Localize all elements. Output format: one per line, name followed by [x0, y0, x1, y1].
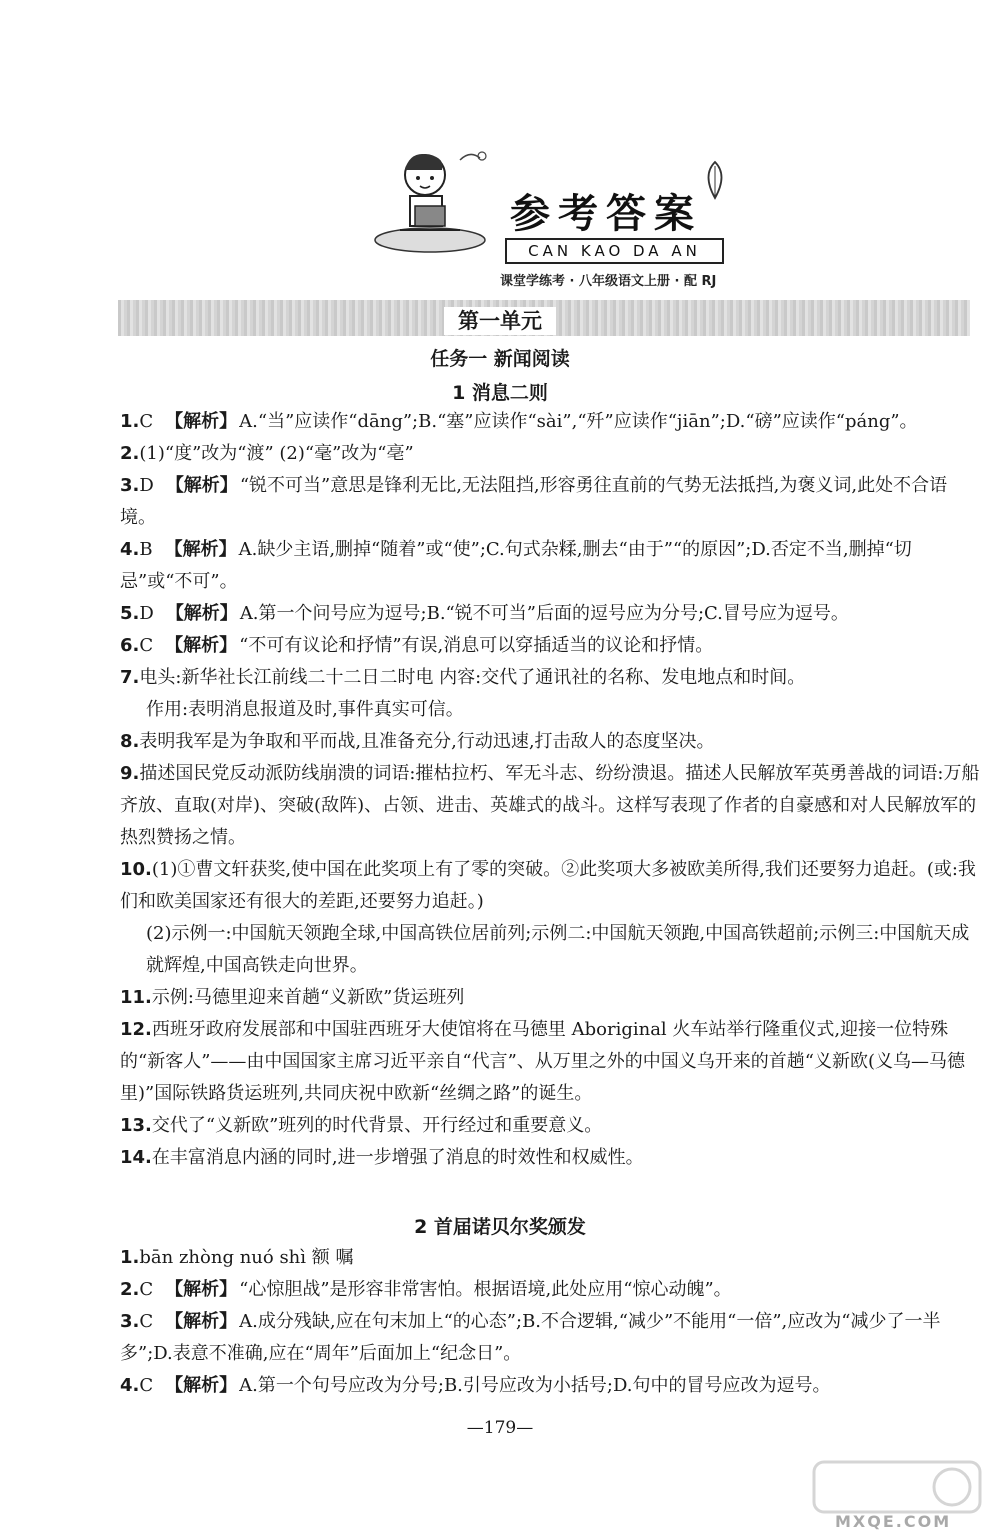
answer-item: 13.交代了“义新欧”班列的时代背景、开行经过和重要意义。	[120, 1115, 603, 1136]
answer-item: 2.C 【解析】 “心惊胆战”是形容非常害怕。根据语境,此处应用“惊心动魄”。	[120, 1279, 732, 1300]
answer-item: 12.西班牙政府发展部和中国驻西班牙大使馆将在马德里 Aboriginal 火车站举行隆重仪式,迎接一位特殊的“新客人”——由中国国家主席习近平亲自“代言”、从万里之外的中国义乌开来的首趟“义新欧(义乌—马德里)”国际铁路货运班列,共同庆祝中欧新“丝绸之路”的诞生。	[120, 1019, 966, 1104]
leaf-icon	[700, 160, 730, 200]
answer-item: 5.D 【解析】 A.第一个问号应为逗号;B.“锐不可当”后面的逗号应为分号;C.冒号应为逗号。	[120, 603, 849, 624]
answer-item: 3.D 【解析】 “锐不可当”意思是锋利无比,无法阻挡,形容勇往直前的气势无法抵挡,为褒义词,此处不合语境。	[120, 475, 948, 528]
task-title: 任务一 新闻阅读	[430, 348, 570, 370]
lesson-title-1: 1 消息二则	[452, 382, 548, 404]
answer-item: 2.(1)“度”改为“渡” (2)“毫”改为“亳”	[120, 443, 414, 464]
answer-item: 4.C 【解析】 A.第一个句号应改为分号;B.引号应改为小括号;D.句中的冒号应改为逗号。	[120, 1375, 831, 1396]
answer-item: 1.C 【解析】 A.“当”应读作“dāng”;B.“塞”应读作“sài”,“歼”应读作“jiān”;D.“磅”应读作“páng”。	[120, 411, 918, 432]
answers-lesson-1	[120, 406, 980, 1174]
answer-item: 8.表明我军是为争取和平而战,且准备充分,行动迅速,打击敌人的态度坚决。	[120, 731, 715, 752]
answer-item: 4.B 【解析】 A.缺少主语,删掉“随着”或“使”;C.句式杂糅,删去“由于”“的原因”;D.否定不当,删掉“切忌”或“不可”。	[120, 539, 912, 592]
answer-item: 10.(1)①曹文轩获奖,使中国在此奖项上有了零的突破。②此奖项大多被欧美所得,我们还要努力追赶。(或:我们和欧美国家还有很大的差距,还要努力追赶。)	[120, 859, 976, 912]
answer-item: 7.电头:新华社长江前线二十二日二时电 内容:交代了通讯社的名称、发电地点和时间。	[120, 667, 806, 688]
unit-title: 第一单元	[0, 305, 1000, 335]
lesson-title-2: 2 首届诺贝尔奖颁发	[414, 1216, 586, 1238]
watermark-text: MXQE.COM	[835, 1512, 952, 1531]
header-banner	[370, 140, 750, 289]
answers-lesson-2	[120, 1242, 980, 1402]
answer-item-extra: 作用:表明消息报道及时,事件真实可信。	[146, 699, 464, 720]
answer-item: 9.描述国民党反动派防线崩溃的词语:摧枯拉朽、军无斗志、纷纷溃退。描述人民解放军英勇善战的词语:万船齐放、直取(对岸)、突破(敌阵)、占领、进击、英雄式的战斗。这样写表现了作者的自豪感和对人民解放军的热烈赞扬之情。	[120, 763, 980, 848]
student-mascot-icon	[370, 140, 500, 260]
answer-item: 14.在丰富消息内涵的同时,进一步增强了消息的时效性和权威性。	[120, 1147, 644, 1168]
page-title: 参考答案	[510, 191, 702, 237]
answer-item-extra: (2)示例一:中国航天领跑全球,中国高铁位居前列;示例二:中国航天领跑,中国高铁超前;示例三:中国航天成就辉煌,中国高铁走向世界。	[146, 923, 970, 976]
page-title-pinyin: CAN KAO DA AN	[505, 238, 724, 264]
answer-item: 11.示例:马德里迎来首趟“义新欧”货运班列	[120, 987, 465, 1008]
watermark-logo-icon	[812, 1460, 982, 1520]
book-subtitle: 课堂学练考 · 八年级语文上册 · 配 RJ	[500, 274, 717, 289]
answer-item: 1.bān zhòng nuó shì 额 嘱	[120, 1247, 354, 1268]
answer-item: 6.C 【解析】 “不可有议论和抒情”有误,消息可以穿插适当的议论和抒情。	[120, 635, 714, 656]
page-number: —179—	[466, 1418, 534, 1438]
answer-item: 3.C 【解析】 A.成分残缺,应在句末加上“的心态”;B.不合逻辑,“减少”不能用“一倍”,应改为“减少了一半多”;D.表意不准确,应在“周年”后面加上“纪念日”。	[120, 1311, 941, 1364]
